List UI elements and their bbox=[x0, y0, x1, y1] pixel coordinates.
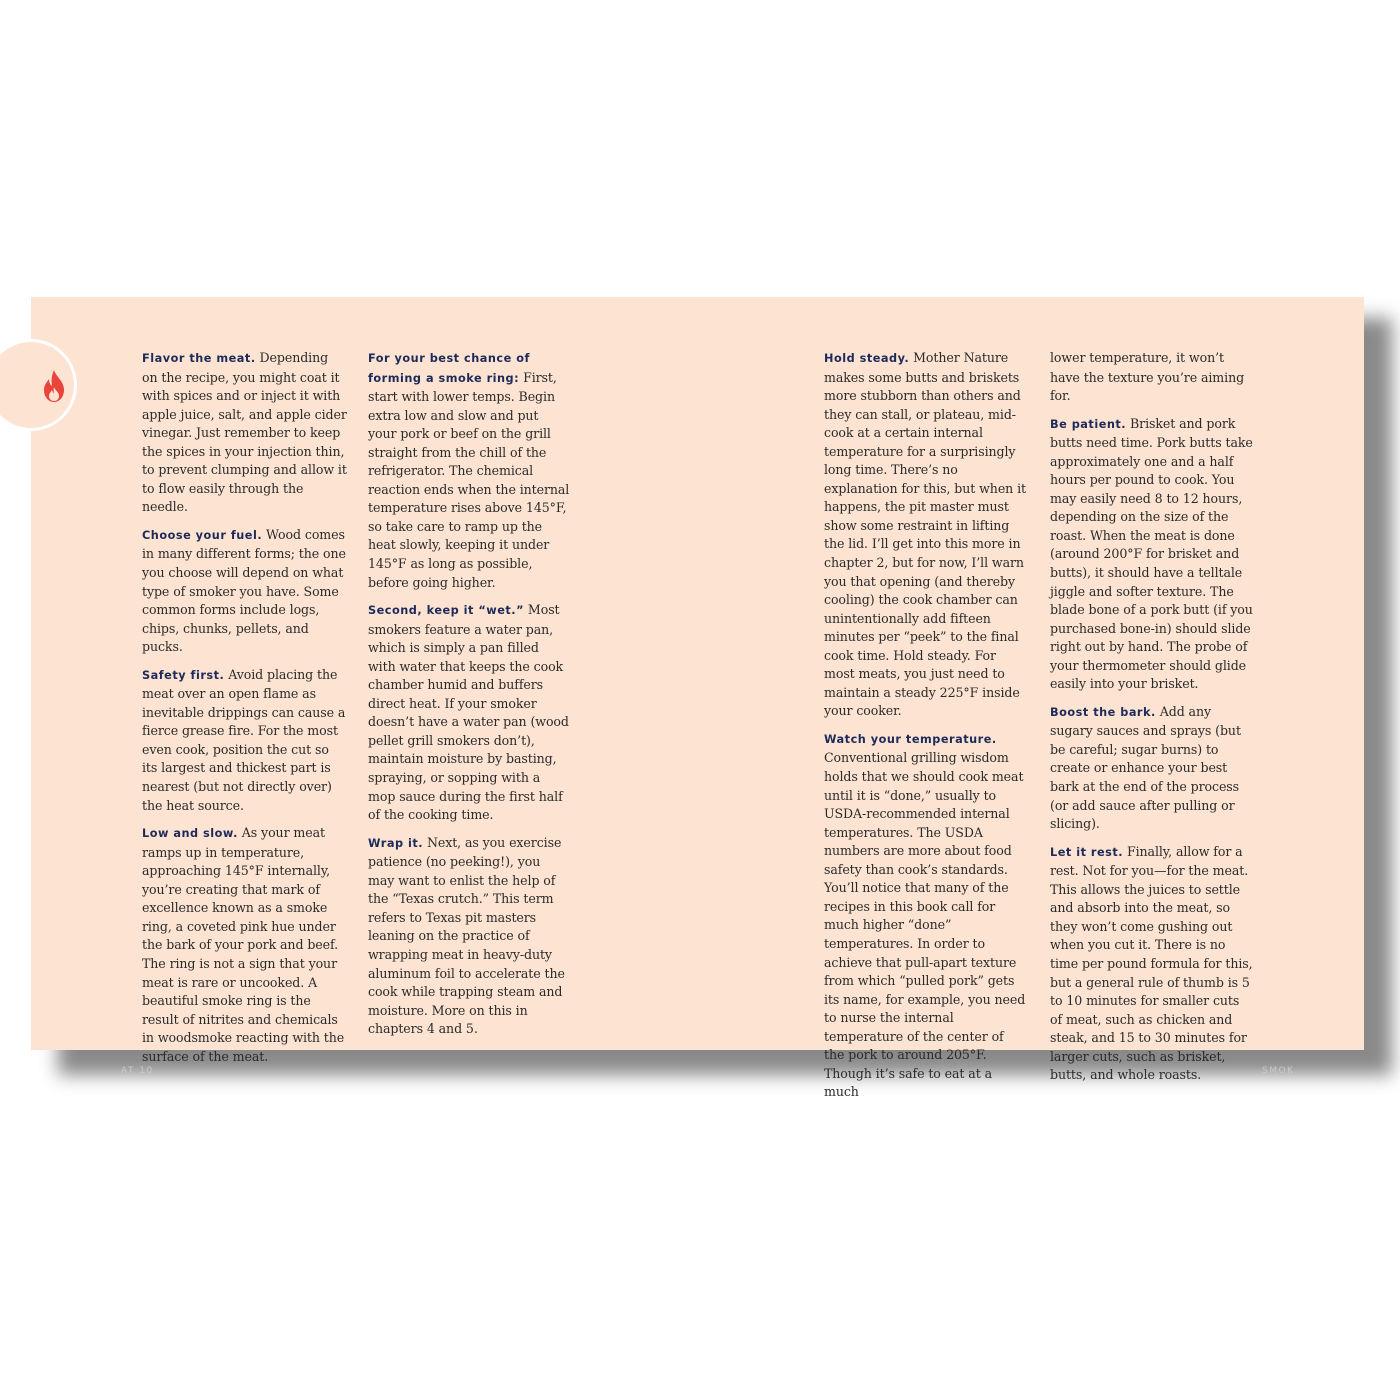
paragraph-heading: Hold steady. bbox=[824, 352, 910, 365]
paragraph bbox=[368, 349, 570, 592]
paragraph bbox=[142, 666, 347, 815]
paragraph-body: First, start with lower temps. Begin extra low and slow and put your pork or beef on the grill straight from the chill of the refrigerator. The chemical reaction ends when the internal temperature rises above 145°F, so take care to ramp up the heat slowly, keeping it under 145°F as long as possible, before going higher. bbox=[368, 369, 570, 590]
paragraph-body: As your meat ramps up in temperature, approaching 145°F internally, you’re creating that mark of excellence known as a smoke ring, a coveted pink hue under the bark of your pork and beef. The ring is not a sign that your meat is rare or uncooked. A beautiful smoke ring is the result of nitrites and chemicals in woodsmoke reacting with the surface of the meat. bbox=[142, 825, 345, 1064]
paragraph-heading: Low and slow. bbox=[142, 827, 238, 841]
column-3 bbox=[824, 349, 1026, 1111]
paragraph bbox=[824, 730, 1026, 1102]
paragraph-body: Brisket and pork butts need time. Pork butts take approximately one and a half hours per pound to cook. You may easily need 8 to 12 hours, depending on the size of the roast. When the meat is done (around 200°F for brisket and butts), it should have a telltale jiggle and softer texture. The blade bone of a pork butt (if you purchased bone-in) should slide right out by hand. The probe of your thermometer should glide easily into your brisket. bbox=[1050, 415, 1253, 692]
paragraph-heading: Let it rest. bbox=[1050, 845, 1124, 859]
paragraph-heading: Wrap it. bbox=[368, 836, 424, 850]
paragraph-body: Add any sugary sauces and sprays (but be careful; sugar burns) to create or enhance your best bark at the end of the process (or add sauce after pulling or slicing). bbox=[1050, 703, 1241, 832]
paragraph-heading: Boost the bark. bbox=[1050, 705, 1156, 719]
left-folio: AT 10 bbox=[121, 1066, 154, 1076]
paragraph-heading: Second, keep it “wet.” bbox=[368, 604, 525, 618]
column-2 bbox=[368, 349, 570, 1048]
paragraph-body: Mother Nature makes some butts and briskets more stubborn than others and they can stall, or plateau, mid-cook at a certain internal temperature for a surprisingly long time. There’s no explanation for this, but when it happens, the pit master must show some restraint in lifting the lid. I’ll get into this more in chapter 2, but for now, I’ll warn you that opening (and thereby cooling) the cook chamber can unintentionally add fifteen minutes per “peek” to the final cook time. Hold steady. For most meats, you just need to maintain a steady 225°F inside your cooker. bbox=[824, 350, 1026, 719]
paragraph-body: Wood comes in many different forms; the one you choose will depend on what type of smoker you have. Some common forms include logs, chips, chunks, pellets, and pucks. bbox=[142, 526, 346, 655]
paragraph-heading: Watch your temperature. bbox=[824, 732, 997, 746]
paragraph bbox=[142, 526, 347, 657]
paragraph bbox=[1050, 843, 1255, 1085]
paragraph-heading: For your best chance of forming a smoke ring: bbox=[368, 352, 530, 385]
paragraph-heading: Choose your fuel. bbox=[142, 528, 263, 542]
paragraph-body: Avoid placing the meat over an open flame as inevitable drippings can cause a fierce grease fire. For the most even cook, position the cut so its largest and thickest part is nearest (but not directly over) the heat source. bbox=[142, 666, 346, 813]
paragraph-body: Depending on the recipe, you might coat it with spices and or inject it with apple juice, salt, and apple cider vinegar. Just remember to keep the spices in your injection thin, to prevent clumping and allow it to flow easily through the needle. bbox=[142, 350, 347, 515]
column-4 bbox=[1050, 349, 1255, 1094]
paragraph bbox=[1050, 349, 1255, 406]
paragraph bbox=[368, 834, 570, 1039]
column-1 bbox=[142, 349, 347, 1075]
paragraph-body: Next, as you exercise patience (no peeking!), you may want to enlist the help of the “Texas crutch.” This term refers to Texas pit masters leaning on the practice of wrapping meat in heavy-duty aluminum foil to accelerate the cook while trapping steam and moisture. More on this in chapters 4 and 5. bbox=[368, 834, 565, 1037]
paragraph-body: lower temperature, it won’t have the texture you’re aiming for. bbox=[1050, 350, 1245, 404]
flame-badge bbox=[0, 339, 77, 431]
paragraph-body: Finally, allow for a rest. Not for you—for the meat. This allows the juices to settle and absorb into the meat, so they won’t come gushing out when you cut it. There is no time per pound formula for this, but a general rule of thumb is 5 to 10 minutes for smaller cuts of meat, such as chicken and steak, and 15 to 30 minutes for larger cuts, such as brisket, butts, and whole roasts. bbox=[1050, 843, 1253, 1083]
paragraph-heading: Flavor the meat. bbox=[142, 352, 256, 365]
paragraph-heading: Be patient. bbox=[1050, 417, 1127, 431]
paragraph-body: Conventional grilling wisdom holds that we should cook meat until it is “done,” usually to USDA-recommended internal temperatures. The USDA numbers are more about food safety than cook’s standards. You’ll notice that many of the recipes in this book call for much higher “done” temperatures. In order to achieve that pull-apart texture from which “pulled pork” gets its name, for example, you need to nurse the internal temperature of the center of the pork to around 205°F. Though it’s safe to eat at a much bbox=[824, 750, 1026, 1100]
paragraph bbox=[1050, 703, 1255, 834]
paragraph-body: Most smokers feature a water pan, which is simply a pan filled with water that keeps the cook chamber humid and buffers direct heat. If your smoker doesn’t have a water pan (wood pellet grill smokers don’t), maintain moisture by basting, spraying, or sopping with a mop sauce during the first half of the cooking time. bbox=[368, 602, 569, 823]
paragraph bbox=[1050, 415, 1255, 694]
paragraph bbox=[824, 349, 1026, 721]
paragraph bbox=[142, 349, 347, 517]
paragraph-heading: Safety first. bbox=[142, 668, 225, 682]
paragraph bbox=[142, 824, 347, 1066]
right-folio: SMOK bbox=[1262, 1066, 1295, 1076]
flame-icon bbox=[41, 369, 67, 403]
paragraph bbox=[368, 601, 570, 825]
